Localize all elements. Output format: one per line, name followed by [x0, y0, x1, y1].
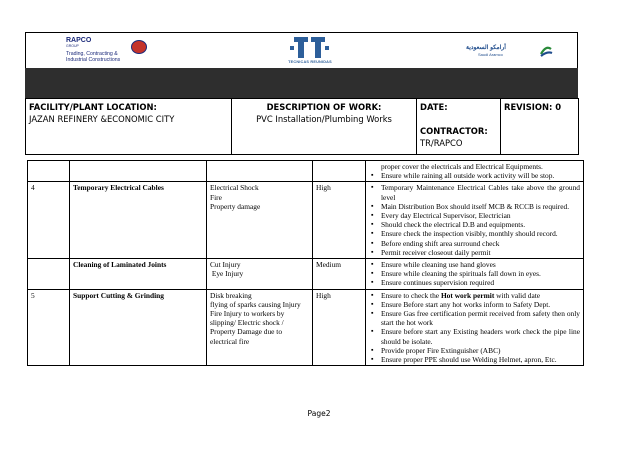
- hazard-item: Fire: [210, 192, 222, 202]
- description-cell: [232, 99, 417, 155]
- hazards-cell: [207, 161, 313, 182]
- control-item: ▪ Ensure while cleaning use hand gloves: [369, 260, 580, 269]
- controls-cell: [366, 161, 584, 182]
- table-row: [28, 161, 584, 182]
- contractor-value: TR/RAPCO: [420, 138, 463, 148]
- contractor-label: CONTRACTOR:: [420, 126, 488, 136]
- description-label: DESCRIPTION OF WORK:: [266, 102, 382, 112]
- control-item: ▪ Should check the electrical D.B and equipments.: [369, 220, 580, 229]
- hazard-item: Disk breaking: [210, 290, 252, 300]
- risk-level-cell: High: [313, 182, 366, 259]
- control-item: ▪ Temporary Maintenance Electrical Cables take above the ground level: [369, 183, 580, 201]
- control-text: Ensure to check the: [381, 290, 441, 300]
- hazard-item: flying of sparks causing Injury: [210, 299, 301, 309]
- table-row: [28, 289, 584, 366]
- table-row: [28, 259, 584, 290]
- control-item: ▪ Ensure proper PPE should use Welding Helmet, apron, Etc.: [369, 355, 580, 364]
- saudi-aramco-logo: [466, 43, 554, 61]
- rapco-emblem-icon: [131, 40, 147, 54]
- description-value: PVC Installation/Plumbing Works: [256, 114, 392, 124]
- control-item: ▪ Ensure check the inspection visibly, monthly should record.: [369, 229, 580, 238]
- control-text: with valid date: [494, 290, 541, 300]
- aramco-english-name: Saudi Aramco: [478, 52, 503, 57]
- tr-mark-icon: [280, 36, 340, 60]
- hot-work-permit-text: Hot work permit: [440, 290, 495, 300]
- rapco-logo: [66, 37, 146, 65]
- hazard-item: Fire Injury to workers by slipping/ Electric shock / Property Damage due to electrical fire: [210, 309, 285, 346]
- row-number: [28, 161, 70, 182]
- control-item-hot-work: [369, 291, 580, 300]
- rapco-logo-name: RAPCO: [66, 37, 92, 44]
- control-item: ▪ Before ending shift area surround check: [369, 239, 580, 248]
- tecnicas-reunidas-logo: [280, 36, 340, 68]
- date-label: DATE:: [420, 102, 448, 112]
- controls-cell: [366, 259, 584, 290]
- control-item: ▪ Every day Electrical Supervisor, Electrician: [369, 211, 580, 220]
- activity-cell: Cleaning of Laminated Joints: [70, 259, 207, 290]
- control-item: ▪ Ensure continues supervision required: [369, 278, 580, 287]
- controls-cell: [366, 289, 584, 366]
- work-info-table: [25, 98, 579, 155]
- control-item: ▪ Ensure Gas free certification permit received from safety then only start the hot work: [369, 309, 580, 327]
- hazards-cell: [207, 289, 313, 366]
- page-number: Page2: [307, 409, 331, 418]
- control-item: ▪ Ensure Before start any hot works inform to Safety Dept.: [369, 300, 580, 309]
- rapco-tagline-2: Industrial Constructions: [66, 57, 121, 63]
- logo-row: [25, 32, 578, 70]
- revision-label: REVISION: 0: [504, 102, 562, 112]
- risk-level-cell: Medium: [313, 259, 366, 290]
- row-number: 4: [28, 182, 70, 259]
- control-item: ▪ Ensure while cleaning the spirituals fall down in eyes.: [369, 269, 580, 278]
- facility-cell: [26, 99, 232, 155]
- row-number: 5: [28, 289, 70, 366]
- hazard-item: Property damage: [210, 201, 261, 211]
- activity-cell: Temporary Electrical Cables: [70, 182, 207, 259]
- control-item: ▪ Ensure before start any Existing headers work check the pipe line should be isolate.: [369, 327, 580, 345]
- controls-cell: [366, 182, 584, 259]
- rapco-logo-group: GROUP: [66, 44, 79, 48]
- activity-cell: Support Cutting & Grinding: [70, 289, 207, 366]
- hazard-item: Eye Injury: [210, 269, 244, 279]
- hazards-cell: [207, 182, 313, 259]
- risk-assessment-table: [27, 160, 584, 366]
- control-item: ▪ Ensure while raining all outside work activity will be stop.: [369, 171, 580, 180]
- control-item: ▪ Main Distribution Box should itself MCB & RCCB is required.: [369, 202, 580, 211]
- facility-label: FACILITY/PLANT LOCATION:: [29, 102, 157, 112]
- table-row: [28, 182, 584, 259]
- date-contractor-cell: [417, 99, 501, 155]
- control-item: ▪ Provide proper Fire Extinguisher (ABC): [369, 346, 580, 355]
- risk-level-cell: High: [313, 289, 366, 366]
- hazard-item: Electrical Shock: [210, 183, 259, 193]
- tr-logo-name: TECNICAS REUNIDAS: [288, 60, 332, 64]
- rapco-tagline-1: Trading, Contracting &: [66, 51, 118, 57]
- document-header: [25, 32, 578, 157]
- revision-cell: [501, 99, 579, 155]
- hazards-cell: [207, 259, 313, 290]
- control-continued: proper cover the electricals and Electrical Equipments.: [381, 162, 543, 171]
- activity-cell: [70, 161, 207, 182]
- header-band: [25, 68, 578, 98]
- aramco-emblem-icon: [538, 43, 554, 59]
- row-number: [28, 259, 70, 290]
- hazard-item: Cut Injury: [210, 260, 241, 270]
- risk-level-cell: [313, 161, 366, 182]
- control-item: ▪ Permit receiver closeout daily permit: [369, 248, 580, 257]
- aramco-arabic-name: أرامكو السعودية: [466, 45, 506, 51]
- facility-value: JAZAN REFINERY &ECONOMIC CITY: [29, 114, 175, 124]
